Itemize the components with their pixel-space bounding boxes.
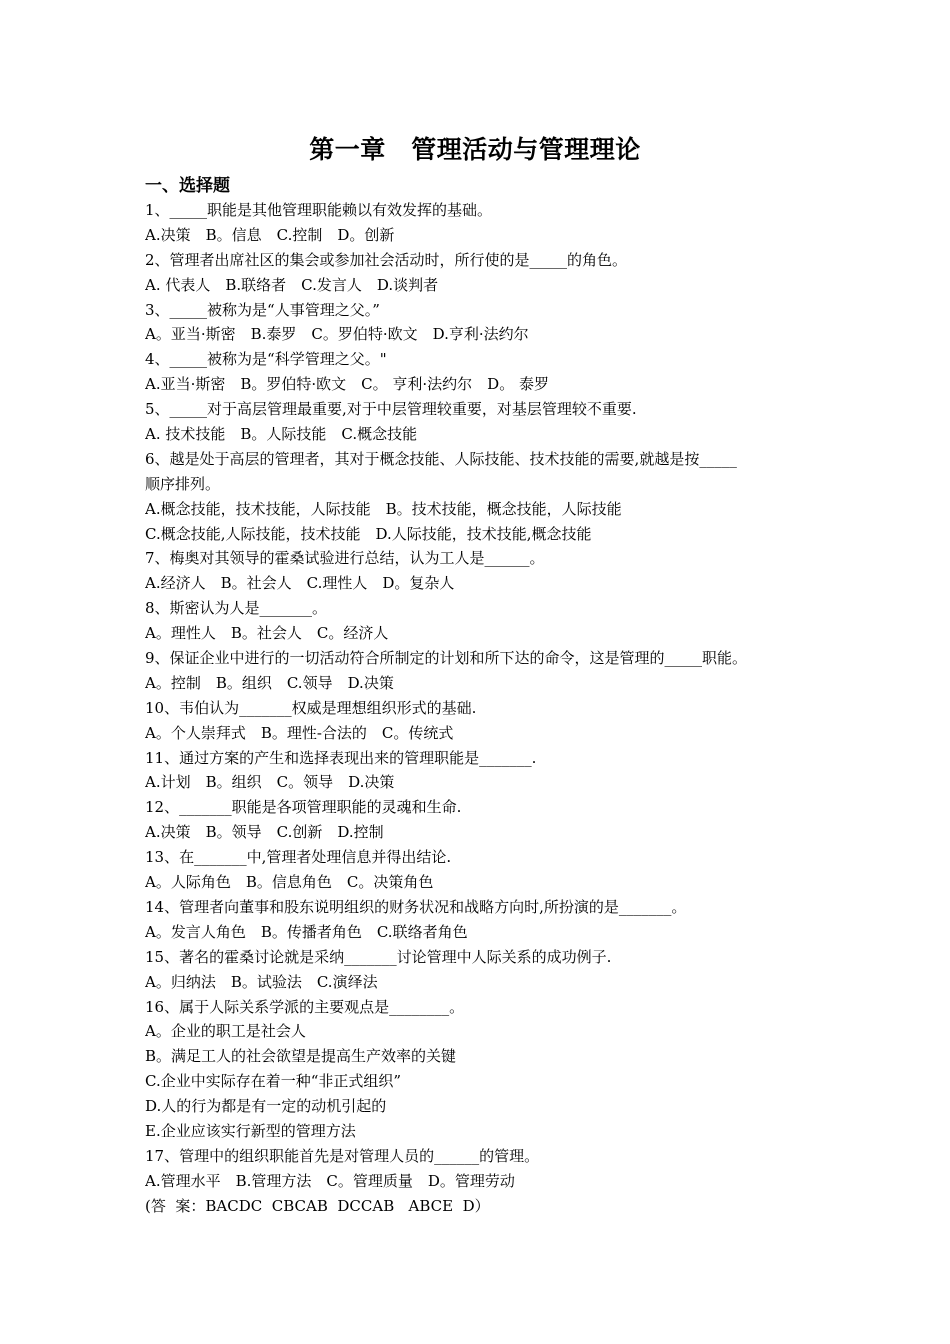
text-line: A. 技术技能 B。人际技能 C.概念技能 (145, 425, 418, 444)
chapter-title: 第一章 管理活动与管理理论 (309, 135, 641, 164)
text-line: 顺序排列。 (145, 474, 221, 493)
text-line: 14、管理者向董事和股东说明组织的财务状况和战略方向时,所扮演的是_______。 (145, 897, 687, 916)
text-line: 5、_____对于高层管理最重要,对于中层管理较重要，对基层管理较不重要. (145, 400, 637, 419)
text-line: 2、管理者出席社区的集会或参加社会活动时，所行使的是_____的角色。 (145, 250, 628, 269)
text-line: 17、管理中的组织职能首先是对管理人员的______的管理。 (145, 1146, 540, 1165)
text-line: 13、在_______中,管理者处理信息并得出结论. (145, 848, 452, 867)
text-line: 3、_____被称为是“人事管理之父。” (145, 300, 380, 319)
text-line: 11、通过方案的产生和选择表现出来的管理职能是_______. (145, 748, 537, 767)
text-line: C.企业中实际存在着一种“非正式组织” (145, 1072, 402, 1091)
text-line: 1、_____职能是其他管理职能赖以有效发挥的基础。 (145, 201, 493, 219)
text-line: 16、属于人际关系学派的主要观点是________。 (145, 997, 465, 1016)
text-line: (答 案：BACDC CBCAB DCCAB ABCE D） (145, 1196, 490, 1215)
text-line: A。个人崇拜式 B。理性-合法的 C。传统式 (145, 723, 454, 742)
text-line: A.管理水平 B.管理方法 C。管理质量 D。管理劳动 (145, 1171, 515, 1190)
text-line: A.计划 B。组织 C。领导 D.决策 (145, 773, 395, 792)
text-line: 8、斯密认为人是_______。 (145, 599, 328, 618)
text-line: A.亚当·斯密 B。罗伯特·欧文 C。 亨利·法约尔 D。 泰罗 (145, 375, 549, 394)
text-line: A。企业的职工是社会人 (145, 1022, 306, 1041)
text-line: A。人际角色 B。信息角色 C。决策角色 (145, 873, 434, 892)
text-line: A.经济人 B。社会人 C.理性人 D。复杂人 (145, 574, 455, 593)
question-list (145, 198, 815, 1219)
text-line: A。发言人角色 B。传播者角色 C.联络者角色 (145, 922, 468, 941)
text-line: A。亚当·斯密 B.泰罗 C。罗伯特·欧文 D.亨利·法约尔 (145, 325, 529, 344)
text-line: 10、韦伯认为_______权威是理想组织形式的基础. (145, 698, 477, 717)
text-line: B。满足工人的社会欲望是提高生产效率的关键 (145, 1047, 457, 1066)
text-line: A. 代表人 B.联络者 C.发言人 D.谈判者 (145, 275, 439, 294)
text-line: A.概念技能，技术技能，人际技能 B。技术技能，概念技能，人际技能 (145, 499, 622, 518)
text-line: E.企业应该实行新型的管理方法 (145, 1121, 356, 1140)
text-line: A。理性人 B。社会人 C。经济人 (145, 624, 389, 643)
text-line: 4、_____被称为是“科学管理之父。" (145, 350, 387, 369)
text-line: 15、著名的霍桑讨论就是采纳_______讨论管理中人际关系的成功例子. (145, 947, 612, 966)
section-heading: 一、选择题 (145, 176, 230, 196)
text-line: 6、越是处于高层的管理者，其对于概念技能、人际技能、技术技能的需要,就越是按_____ (145, 449, 737, 468)
text-line: A.决策 B。领导 C.创新 D.控制 (145, 823, 384, 842)
text-line: C.概念技能,人际技能，技术技能 D.人际技能，技术技能,概念技能 (145, 524, 592, 543)
text-line: 7、梅奥对其领导的霍桑试验进行总结，认为工人是______。 (145, 549, 545, 568)
text-line: 12、_______职能是各项管理职能的灵魂和生命. (145, 798, 462, 817)
text-line: A。控制 B。组织 C.领导 D.决策 (145, 673, 394, 692)
text-line: A.决策 B。信息 C.控制 D。创新 (145, 225, 395, 244)
text-line: A。归纳法 B。试验法 C.演绎法 (145, 972, 378, 991)
text-line: 9、保证企业中进行的一切活动符合所制定的计划和所下达的命令，这是管理的_____职能。 (145, 649, 748, 668)
text-line: D.人的行为都是有一定的动机引起的 (145, 1097, 387, 1116)
